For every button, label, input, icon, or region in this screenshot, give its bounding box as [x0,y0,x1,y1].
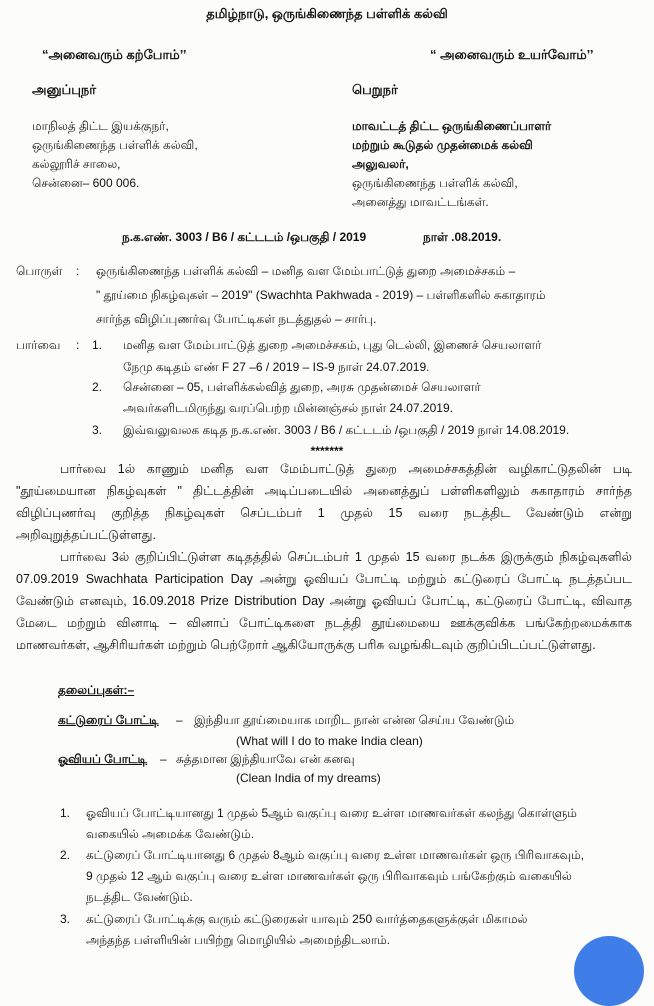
reference-line: சென்னை – 05, பள்ளிக்கல்வித் துறை, அரசு முதன்மைச் செயலாளர் [123,380,481,394]
essay-contest-label: கட்டுரைப் போட்டி [58,713,159,727]
rule-line: கட்டுரைப் போட்டிக்கு வரும் கட்டுரைகள் யாவும் 250 வார்த்தைகளுக்குள் மிகாமல் [86,912,528,926]
sender-line: சென்னை– 600 006. [32,176,140,190]
reference-number-1: 1. [92,338,103,352]
subject-line: சார்ந்த விழிப்புணர்வு போட்டிகள் நடத்துதல் – சார்பு. [96,312,377,326]
reference-line: மனித வள மேம்பாட்டுத் துறை அமைச்சகம், புது டெல்லி, இணைச் செயலாளர் [123,338,542,352]
reference-line: இவ்வலுவலக கடித ந.க.எண். 3003 / B6 / கட்டடம் /ஒபகுதி / 2019 நாள் 14.08.2019. [123,423,570,437]
rule-line: அந்தந்த பள்ளியின் பயிற்று மொழியில் அமைந்திடலாம். [86,933,391,947]
rule-line: வகையில் அமைக்க வேண்டும். [86,827,255,841]
essay-topic-english: (What will I do to make India clean) [236,734,423,748]
receiver-line: மாவட்டத் திட்ட ஒருங்கிணைப்பாளர் [352,119,552,133]
letter-date: நாள் .08.2019. [423,230,502,244]
receiver-line: அனைத்து மாவட்டங்கள். [352,195,489,209]
rule-line: 9 முதல் 12 ஆம் வகுப்பு வரை உள்ள மாணவர்கள் ஒரு பிரிவாகவும் பங்கேற்கும் வகையில் [86,869,572,883]
receiver-line: அலுவலர், [352,157,409,171]
separator: ******* [310,444,344,458]
reference-number-3: 3. [92,423,103,437]
reference-number-2: 2. [92,380,103,394]
drawing-dash: – [160,752,167,766]
references-label: பார்வை [16,338,61,352]
sender-label: அனுப்புநர் [32,82,97,97]
subject-line: " தூய்மை நிகழ்வுகள் – 2019" (Swachhta Pakhwada - 2019) – பள்ளிகளில் சுகாதாரம் [96,288,546,302]
sender-line: ஒருங்கிணைந்த பள்ளிக் கல்வி, [32,138,198,152]
reference-line: நேமு கடிதம் எண் F 27 –6 / 2019 – IS-9 நாள் 24.07.2019. [123,360,430,374]
drawing-contest-label: ஓவியப் போட்டி [58,752,148,766]
sender-line: கல்லூரிச் சாலை, [32,157,121,171]
motto-right: “ அனைவரும் உயர்வோம்’’ [430,47,594,62]
rule-line: நடத்திட வேண்டும். [86,890,193,904]
floating-action-button[interactable] [574,936,644,1006]
reference-number: ந.க.எண். 3003 / B6 / கட்டடம் /ஒபகுதி / 2019 [122,230,367,244]
essay-topic: இந்தியா தூய்மையாக மாறிட நான் என்ன செய்ய வேண்டும் [194,713,515,727]
body-paragraph-2: பார்வை 3ல் குறிப்பிட்டுள்ள கடிதத்தில் செப்டம்பர் 1 முதல் 15 வரை நடக்க இருக்கும் நிகழ்வுகளில் 07.09.2019 Swachhata Participation Day அன்று ஓவியப் போட்டி மற்றும் கட்டுரைப் போட்டி நடத்தப்பட வேண்டும் எனவும், 16.09.2018 Prize Distribution Day அன்று ஓவியப் போட்டி, கட்டுரைப் போட்டி, விவாத மேடை மற்றும் வினாடி – வினாப் போட்டிகளை நடத்தி தூய்மையை ஊக்குவிக்க பங்கேற்றமைக்காக மாணவர்கள், ஆசிரியர்கள் மற்றும் பெற்றோர் ஆகியோருக்கு பரிசு வழங்கிடவும் குறிப்பிடப்பட்டுள்ளது. [16,550,632,652]
references-colon: : [76,338,80,352]
sender-line: மாநிலத் திட்ட இயக்குநர், [32,119,169,133]
topics-heading: தலைப்புகள்:– [58,683,135,697]
reference-line: அவர்களிடமிருந்து வரப்பெற்ற மின்னஞ்சல் நாள் 24.07.2019. [123,401,453,415]
drawing-topic: சுத்தமான இந்தியாவே என் கனவு [176,752,355,766]
motto-left: “அனைவரும் கற்போம்’’ [42,47,187,62]
page-title: தமிழ்நாடு, ஒருங்கிணைந்த பள்ளிக் கல்வி [206,6,448,21]
rule-number-3: 3. [60,912,71,926]
receiver-label: பெறுநர் [352,82,398,97]
subject-line: ஒருங்கிணைந்த பள்ளிக் கல்வி – மனித வள மேம்பாட்டுத் துறை அமைச்சகம் – [96,264,516,278]
subject-colon: : [76,264,80,278]
rule-line: கட்டுரைப் போட்டியானது 6 முதல் 8ஆம் வகுப்பு வரை உள்ள மாணவர்கள் ஒரு பிரிவாகவும், [86,848,585,862]
essay-dash: – [176,713,183,727]
receiver-line: ஒருங்கிணைந்த பள்ளிக் கல்வி, [352,176,518,190]
drawing-topic-english: (Clean India of my dreams) [236,771,381,785]
rule-number-1: 1. [60,806,71,820]
subject-label: பொருள் [16,264,63,278]
receiver-line: மற்றும் கூடுதல் முதன்மைக் கல்வி [352,138,533,152]
rule-number-2: 2. [60,848,71,862]
body-paragraph-1: பார்வை 1ல் காணும் மனித வள மேம்பாட்டுத் துறை அமைச்சகத்தின் வழிகாட்டுதலின் படி "தூய்மையான நிகழ்வுகள் " திட்டத்தின் அடிப்படையில் அனைத்துப் பள்ளிகளிலும் சுகாதாரம் சார்ந்த விழிப்புணர்வு குறித்த நிகழ்வுகள் செப்டம்பர் 1 முதல் 15 வரை நடத்திட வேண்டும் என்று அறிவுறுத்தப்பட்டுள்ளது. [16,462,632,542]
rule-line: ஓவியப் போட்டியானது 1 முதல் 5ஆம் வகுப்பு வரை உள்ள மாணவர்கள் கலந்து கொள்ளும் [86,806,577,820]
